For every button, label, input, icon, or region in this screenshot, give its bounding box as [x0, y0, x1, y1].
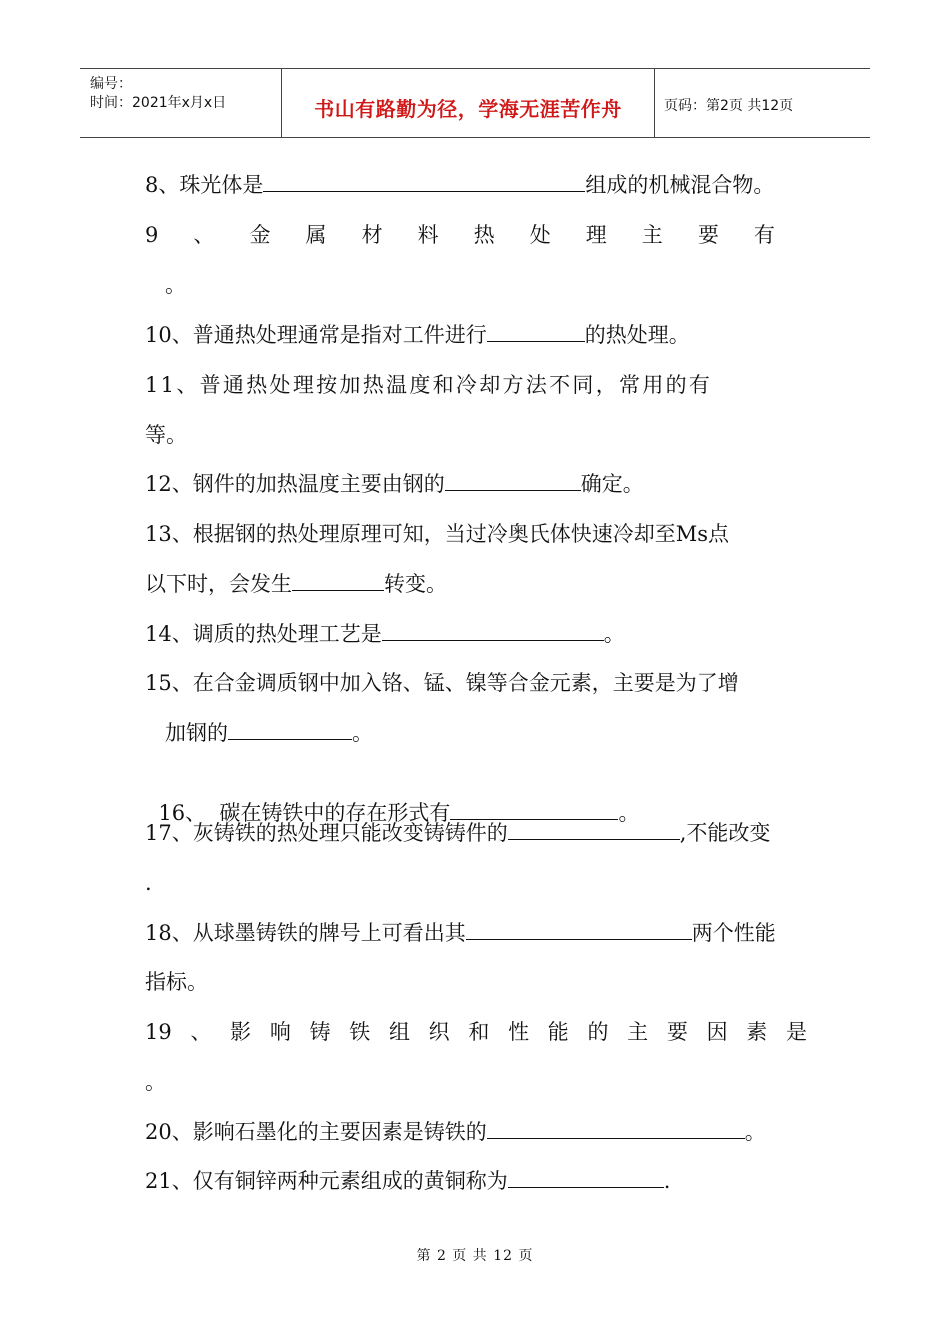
- question-15-cont: [165, 718, 373, 748]
- q17-suffix: ,不能改变: [679, 821, 771, 845]
- q19-char: 性: [508, 1020, 530, 1044]
- q19-char: 19: [145, 1020, 172, 1044]
- q19-char: 和: [468, 1020, 490, 1044]
- q14-suffix: 。: [603, 622, 625, 646]
- q9-char: 料: [417, 223, 439, 247]
- q16-prefix: 16、 碳在铸铁中的存在形式有: [158, 801, 451, 825]
- q18-tail: 指标。: [145, 970, 208, 994]
- q20-suffix: 。: [744, 1120, 766, 1144]
- question-14: [145, 619, 625, 649]
- page-header: [80, 68, 870, 138]
- question-11: 11、普通热处理按加热温度和冷却方法不同，常用的有: [145, 373, 713, 397]
- q13-blank: [292, 570, 384, 591]
- q9-char: 处: [529, 223, 551, 247]
- question-21: [145, 1166, 670, 1196]
- q9-char: 、: [193, 223, 215, 247]
- q19-char: 铁: [349, 1020, 371, 1044]
- question-15: 15、在合金调质钢中加入铬、锰、镍等合金元素，主要是为了增: [145, 671, 739, 695]
- question-13-cont: [145, 569, 447, 599]
- q20-prefix: 20、影响石墨化的主要因素是铸铁的: [145, 1120, 487, 1144]
- q17-tail: .: [145, 871, 152, 895]
- header-motto-cell: [281, 69, 655, 137]
- q19-char: 能: [547, 1020, 569, 1044]
- question-13: 13、根据钢的热处理原理可知，当过冷奥氏体快速冷却至Ms点: [145, 522, 729, 546]
- q9-char: 要: [697, 223, 719, 247]
- q15-blank: [228, 719, 352, 740]
- q19-char: 铸: [309, 1020, 331, 1044]
- question-9: [145, 220, 775, 250]
- page-info: 页码：第2页 共12页: [664, 98, 794, 114]
- q19-char: 、: [190, 1020, 212, 1044]
- q9-char: 9: [145, 223, 159, 247]
- q21-blank: [508, 1167, 664, 1188]
- q15-prefix2: 加钢的: [165, 721, 228, 745]
- q19-char: 织: [428, 1020, 450, 1044]
- q11-tail: 等。: [145, 423, 187, 447]
- q9-char: 主: [641, 223, 663, 247]
- q19-tail: 。: [145, 1070, 166, 1094]
- question-20: [145, 1117, 766, 1147]
- question-12: [145, 469, 644, 499]
- q19-char: 响: [269, 1020, 291, 1044]
- q9-char: 材: [361, 223, 383, 247]
- q18-suffix: 两个性能: [691, 921, 776, 945]
- header-meta: [80, 69, 280, 137]
- question-18: [145, 918, 776, 948]
- time-label: 时间：2021年x月x日: [90, 95, 227, 111]
- q8-suffix: 组成的机械混合物。: [585, 173, 775, 197]
- q10-prefix: 10、普通热处理通常是指对工件进行: [145, 323, 487, 347]
- page-footer: 第 2 页 共 12 页: [416, 1248, 534, 1264]
- q10-suffix: 的热处理。: [584, 323, 690, 347]
- q15-suffix2: 。: [352, 721, 373, 745]
- q12-suffix: 确定。: [580, 472, 644, 496]
- q19-char: 要: [666, 1020, 688, 1044]
- q10-blank: [487, 321, 585, 342]
- question-17: [145, 818, 770, 848]
- q20-blank: [487, 1118, 745, 1139]
- q9-char: 有: [753, 223, 775, 247]
- q19-char: 是: [785, 1020, 807, 1044]
- q17-blank: [508, 819, 680, 840]
- q18-prefix: 18、从球墨铸铁的牌号上可看出其: [145, 921, 466, 945]
- header-page-cell: [654, 69, 870, 137]
- q18-blank: [466, 919, 692, 940]
- q9-char: 属: [305, 223, 327, 247]
- q19-char: 影: [230, 1020, 252, 1044]
- question-10: [145, 320, 690, 350]
- q9-char: 热: [473, 223, 495, 247]
- q19-char: 组: [388, 1020, 410, 1044]
- q21-prefix: 21、仅有铜锌两种元素组成的黄铜称为: [145, 1169, 508, 1193]
- q13-suffix2: 转变。: [384, 572, 447, 596]
- q12-prefix: 12、钢件的加热温度主要由钢的: [145, 472, 445, 496]
- q14-prefix: 14、调质的热处理工艺是: [145, 622, 382, 646]
- q14-blank: [382, 620, 604, 641]
- number-label: 编号：: [90, 76, 132, 92]
- q9-char: 理: [585, 223, 607, 247]
- q8-prefix: 8、珠光体是: [145, 173, 264, 197]
- q19-char: 素: [746, 1020, 768, 1044]
- q12-blank: [445, 470, 581, 491]
- q13-prefix2: 以下时，会发生: [145, 572, 292, 596]
- q8-blank: [263, 171, 585, 192]
- question-19: [145, 1017, 807, 1047]
- question-8: [145, 170, 774, 200]
- q19-char: 因: [706, 1020, 728, 1044]
- q16-blank: [450, 799, 618, 820]
- q19-char: 主: [627, 1020, 649, 1044]
- q9-tail: 。: [165, 273, 186, 297]
- q17-prefix: 17、灰铸铁的热处理只能改变铸铸件的: [145, 821, 508, 845]
- q9-char: 金: [249, 223, 271, 247]
- motto: 书山有路勤为径，学海无涯苦作舟: [314, 97, 622, 121]
- q21-suffix: .: [663, 1169, 671, 1193]
- q16-suffix: 。: [618, 801, 640, 825]
- q19-char: 的: [587, 1020, 609, 1044]
